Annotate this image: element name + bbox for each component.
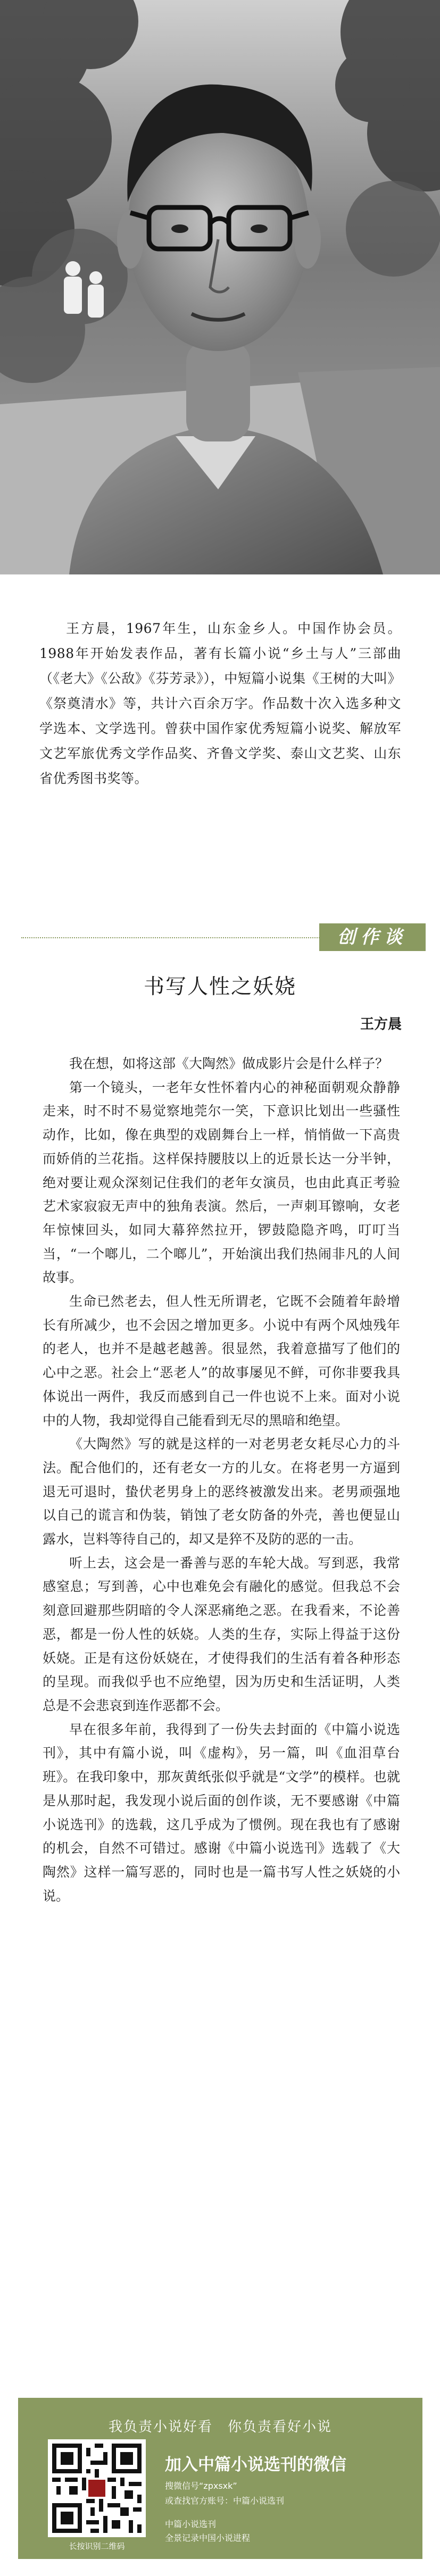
- article-author: 王方晨: [360, 1016, 402, 1032]
- article-paragraph: 听上去，这会是一番善与恶的车轮大战。写到恶，我常感窒息；写到善，心中也难免会有融化的感觉。但我总不会刻意回避那些阴暗的令人深恶痛绝之恶。在我看来，不论善恶，都是一份人性的妖娆。人类的生存，实际上得益于这份妖娆。正是有这份妖娆在，才使得我们的生活有着各种形态的呈现。而我似乎也不应绝望，因为历史和生活证明，人类总是不会悲哀到连作恶都不会。: [43, 1555, 400, 1713]
- official-account: 或查找官方账号：中篇小说选刊: [165, 2496, 285, 2506]
- author-bio-text: 王方晨，1967年生，山东金乡人。中国作协会员。1988年开始发表作品，著有长篇小说“乡土与人”三部曲（《老大》《公敌》《芬芳录》），中短篇小说集《王树的大叫》《祭奠清水》等，共计六百余万字。作品数十次入选多种文学选本、文学选刊。曾获中国作家优秀短篇小说奖、解放军文艺军旅优秀文学作品奖、齐鲁文学奖、泰山文艺奖、山东省优秀图书奖等。: [39, 621, 401, 786]
- wechat-qr-code[interactable]: [48, 2439, 146, 2537]
- article-paragraph: 早在很多年前，我得到了一份失去封面的《中篇小说选刊》，其中有篇小说，叫《虚构》，另一篇，叫《血泪草台班》。在我印象中，那灰黄纸张似乎就是“文学”的模样。也就是从那时起，我发现小说后面的创作谈，无不要感谢《中篇小说选刊》的选载，这几乎成为了惯例。现在我也有了感谢的机会，自然不可错过。感谢《中篇小说选刊》选载了《大陶然》这样一篇写恶的，同时也是一篇书写人性之妖娆的小说。: [43, 1721, 400, 1904]
- article-paragraph: 我在想，如将这部《大陶然》做成影片会是什么样子？: [69, 1056, 389, 1071]
- footer-tagline-1: 中篇小说选刊: [165, 2519, 217, 2529]
- article-body: [43, 1052, 400, 1908]
- article-paragraph: 第一个镜头，一老年女性怀着内心的神秘面朝观众静静走来，时不时不易觉察地莞尔一笑，下意识比划出一些骚性动作，比如，像在典型的戏剧舞台上一样，悄悄做一下高贵而娇俏的兰花指。这样保持腰肢以上的近景长达一分半钟，绝对要让观众深刻记住我们的老年女演员，也由此真正考验艺术家寂寂无声中的独角表演。然后，一声刺耳镲响，女老年惊悚回头，如同大幕猝然拉开，锣鼓隐隐齐鸣，叮叮当当，“一个啷儿，二个啷儿”，开始演出我们热闹非凡的人间故事。: [43, 1079, 400, 1286]
- footer-tagline-2: 全景记录中国小说进程: [165, 2533, 251, 2543]
- author-portrait-photo: [0, 0, 440, 574]
- wechat-promo-footer: [18, 2398, 422, 2559]
- section-divider: [21, 937, 341, 938]
- footer-slogan: 我负责小说好看 你负责看好小说: [108, 2419, 332, 2435]
- article-paragraph: 《大陶然》写的就是这样的一对老男老女耗尽心力的斗法。配合他们的，还有老女一方的儿女。在将老男一方逼到退无可退时，蛰伏老男身上的恶终被激发出来。老男顽强地以自己的谎言和伪装，销蚀了老女防备的外壳，善也便显山露水，岂料等待自己的，却又是猝不及防的恶的一击。: [43, 1436, 400, 1547]
- section-label: 创作谈: [319, 923, 426, 951]
- wechat-id: 搜微信号“zpxsxk”: [165, 2481, 237, 2491]
- footer-heading: 加入中篇小说选刊的微信: [165, 2455, 346, 2474]
- qr-caption: 长按识别二维码: [69, 2541, 125, 2551]
- qr-code-icon: [52, 2444, 142, 2533]
- author-bio: [39, 616, 401, 791]
- article-title: 书写人性之妖娆: [143, 975, 296, 999]
- article-paragraph: 生命已然老去，但人性无所谓老，它既不会随着年龄增长有所减少，也不会因之增加更多。小说中有两个风烛残年的老人，也并不是越老越善。很显然，我着意描写了他们的心中之恶。社会上“恶老人”的故事屡见不鲜，可你非要我具体说出一两件，我反而感到自己一件也说不上来。面对小说中的人物，我却觉得自己能看到无尽的黑暗和绝望。: [43, 1294, 400, 1428]
